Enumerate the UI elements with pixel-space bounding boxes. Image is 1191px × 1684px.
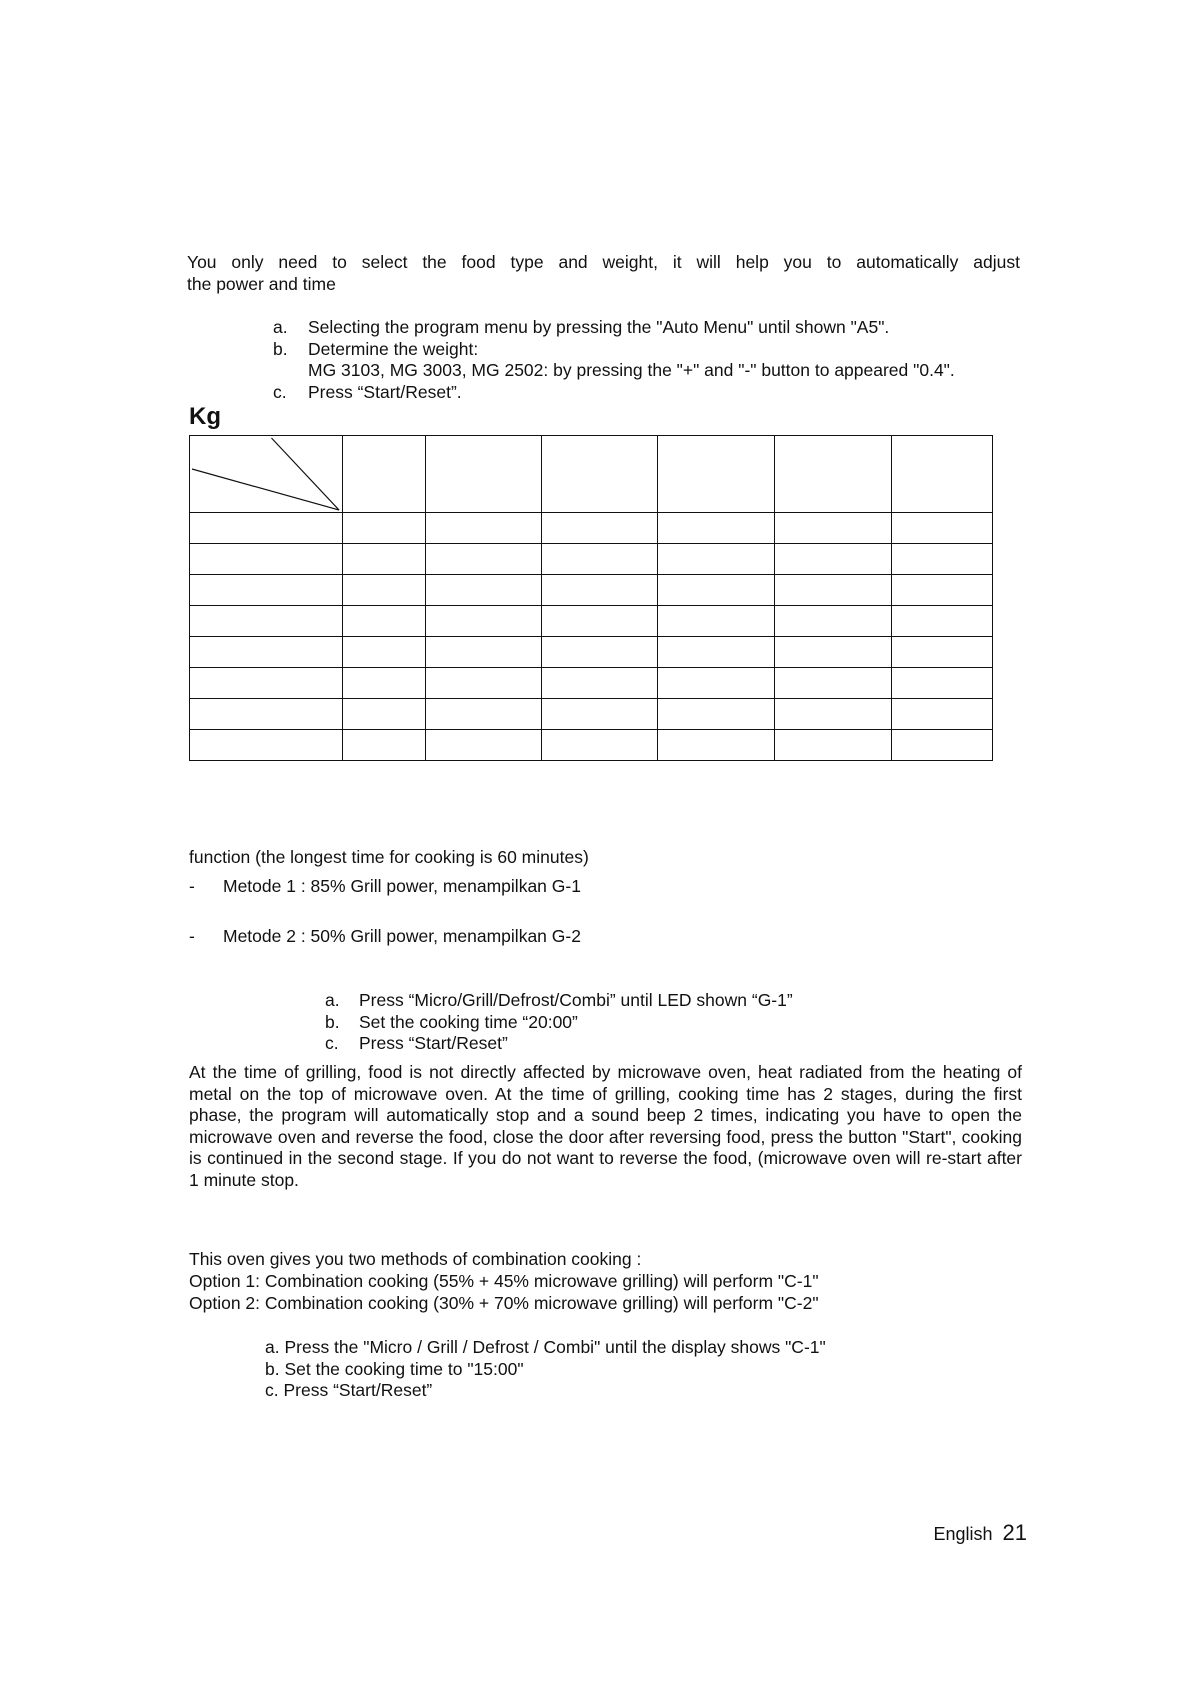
combi-option-2: Option 2: Combination cooking (30% + 70% microwave grilling) will perform "C-2" bbox=[189, 1293, 819, 1313]
table-cell bbox=[542, 436, 658, 513]
step-text: Press “Start/Reset”. bbox=[308, 381, 462, 402]
page-number: 21 bbox=[1002, 1520, 1027, 1545]
table-cell bbox=[892, 436, 993, 513]
grill-paragraph: At the time of grilling, food is not directly affected by microwave oven, heat radiated from the heating of metal on the top of microwave oven. At the time of grilling, cooking time has 2 stages, during the first phase, the program will automatically stop and a sound beep 2 times, indicating you have to open the microwave oven and reverse the food, close the door after reversing food, press the button "Start", cooking is continued in the second stage. If you do not want to reverse the food, (microwave oven will re-start after 1 minute stop. bbox=[189, 1062, 1022, 1190]
grill-step bbox=[325, 1033, 793, 1055]
intro-line-2: the power and time bbox=[187, 273, 336, 294]
combi-step: a. Press the "Micro / Grill / Defrost / Combi" until the display shows "C-1" bbox=[265, 1337, 826, 1357]
combi-intro: This oven gives you two methods of combination cooking : bbox=[189, 1249, 642, 1269]
auto-steps bbox=[273, 317, 955, 403]
step-text: Selecting the program menu by pressing the "Auto Menu" until shown "A5". bbox=[308, 317, 890, 337]
grill-steps bbox=[325, 990, 793, 1055]
table-row bbox=[190, 637, 993, 668]
combi-step: c. Press “Start/Reset” bbox=[265, 1380, 433, 1400]
step-text: MG 3103, MG 3003, MG 2502: by pressing the "+" and "-" button to appeared "0.4". bbox=[308, 360, 955, 380]
grill-method-dash: - bbox=[189, 926, 195, 946]
auto-step bbox=[273, 360, 955, 382]
step-text: Set the cooking time “20:00” bbox=[359, 1011, 578, 1032]
table-row bbox=[190, 730, 993, 761]
combi-step: b. Set the cooking time to "15:00" bbox=[265, 1358, 524, 1379]
step-letter: c. bbox=[273, 381, 287, 402]
step-text: Press “Micro/Grill/Defrost/Combi” until LED shown “G-1” bbox=[359, 990, 793, 1010]
grill-method-1: Metode 1 : 85% Grill power, menampilkan G-1 bbox=[223, 876, 581, 896]
page-footer bbox=[933, 1522, 1027, 1546]
table-row bbox=[190, 668, 993, 699]
table-cell bbox=[426, 436, 542, 513]
step-text: Press “Start/Reset” bbox=[359, 1033, 508, 1053]
auto-step bbox=[273, 339, 955, 361]
diagonal-lines bbox=[190, 436, 342, 512]
step-text: Determine the weight: bbox=[308, 338, 479, 359]
intro-paragraph bbox=[187, 252, 1020, 295]
table-cell bbox=[658, 436, 775, 513]
grill-method-2: Metode 2 : 50% Grill power, menampilkan G-2 bbox=[223, 926, 581, 946]
table-cell bbox=[775, 436, 892, 513]
combi-steps bbox=[265, 1337, 826, 1402]
step-letter: a. bbox=[325, 990, 340, 1010]
table-cell bbox=[343, 436, 426, 513]
table-row bbox=[190, 699, 993, 730]
grill-step bbox=[325, 990, 793, 1012]
table-header-row bbox=[190, 436, 993, 513]
grill-step bbox=[325, 1012, 793, 1034]
table-row bbox=[190, 606, 993, 637]
auto-step bbox=[273, 382, 955, 404]
diagonal-header-cell bbox=[190, 436, 343, 513]
intro-line-1: You only need to select the food type and weight, it will help you to automatically adjust bbox=[187, 252, 1020, 272]
step-letter bbox=[273, 360, 308, 382]
table-row bbox=[190, 513, 993, 544]
table-row bbox=[190, 544, 993, 575]
auto-menu-table bbox=[189, 435, 993, 761]
footer-language: English bbox=[933, 1524, 993, 1544]
grill-intro: function (the longest time for cooking is 60 minutes) bbox=[189, 847, 589, 867]
grill-method-dash: - bbox=[189, 876, 195, 896]
auto-step bbox=[273, 317, 955, 339]
kg-label: Kg bbox=[189, 403, 221, 430]
table-row bbox=[190, 575, 993, 606]
combi-option-1: Option 1: Combination cooking (55% + 45% microwave grilling) will perform "C-1" bbox=[189, 1271, 819, 1291]
step-letter: a. bbox=[273, 317, 288, 337]
step-letter: c. bbox=[325, 1033, 339, 1053]
step-letter: b. bbox=[273, 338, 288, 359]
step-letter: b. bbox=[325, 1011, 340, 1032]
